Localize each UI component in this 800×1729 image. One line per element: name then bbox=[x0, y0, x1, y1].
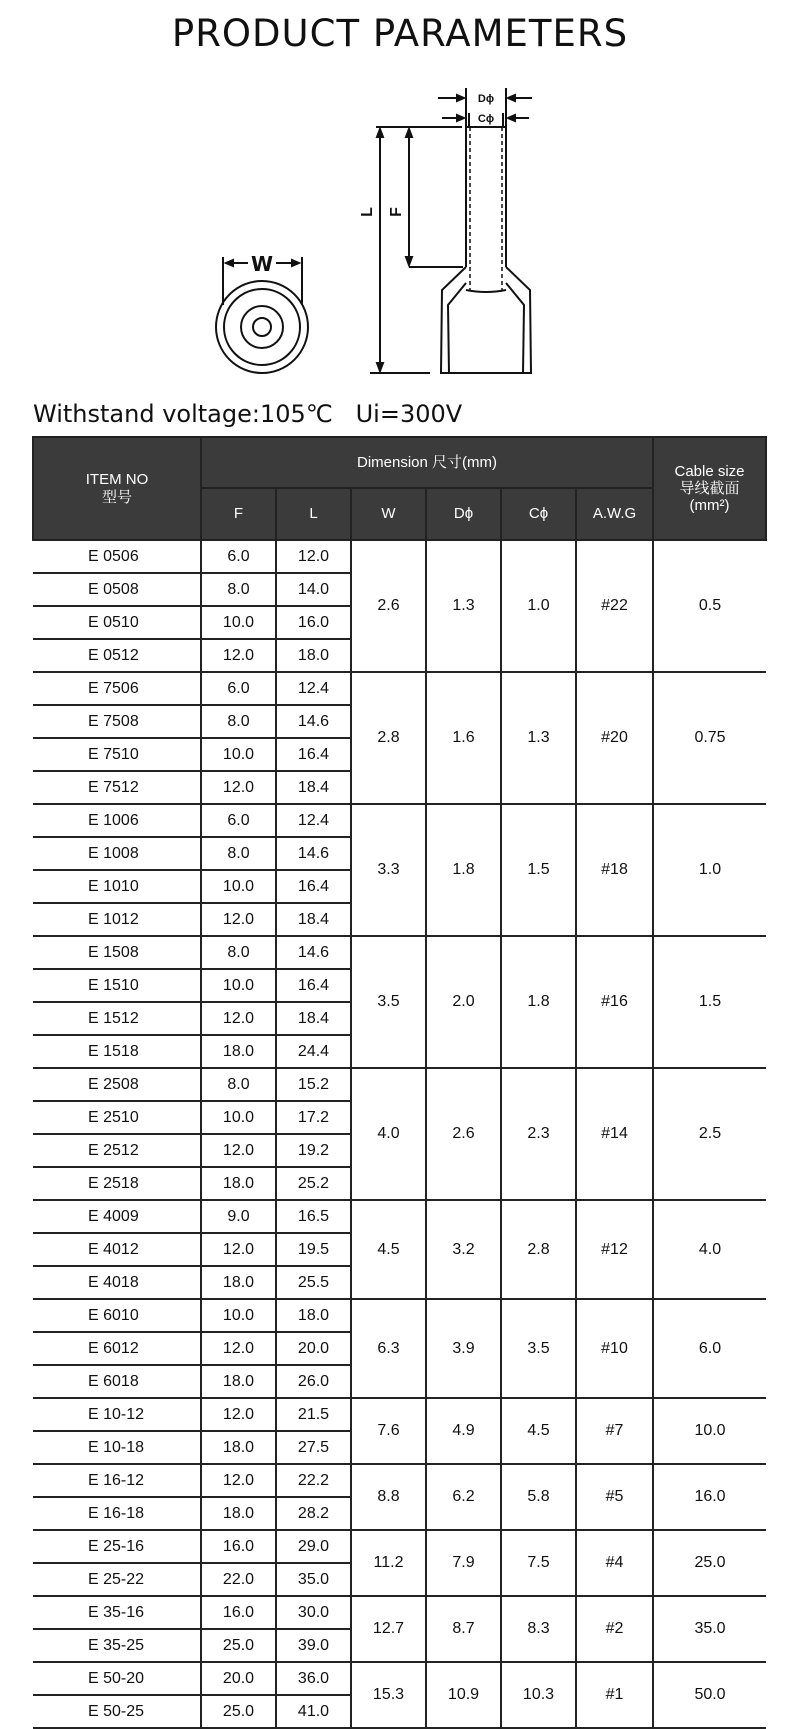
f-cell: 10.0 bbox=[201, 969, 276, 1002]
l-cell: 39.0 bbox=[276, 1629, 351, 1662]
l-cell: 25.2 bbox=[276, 1167, 351, 1200]
l-cell: 24.4 bbox=[276, 1035, 351, 1068]
item-no-cell: E 1518 bbox=[33, 1035, 201, 1068]
l-cell: 29.0 bbox=[276, 1530, 351, 1563]
table-row bbox=[33, 1299, 766, 1332]
d-cell: 2.6 bbox=[426, 1068, 501, 1200]
d-cell: 1.3 bbox=[426, 540, 501, 672]
item-no-cell: E 2510 bbox=[33, 1101, 201, 1134]
item-no-cell: E 25-22 bbox=[33, 1563, 201, 1596]
parameters-table bbox=[32, 436, 767, 1729]
header-item-no bbox=[33, 437, 201, 540]
d-cell: 10.9 bbox=[426, 1662, 501, 1728]
l-cell: 41.0 bbox=[276, 1695, 351, 1728]
w-cell: 2.6 bbox=[351, 540, 426, 672]
header-c: Cϕ bbox=[501, 488, 576, 540]
f-cell: 8.0 bbox=[201, 705, 276, 738]
item-no-cell: E 6018 bbox=[33, 1365, 201, 1398]
item-no-cell: E 1008 bbox=[33, 837, 201, 870]
w-cell: 4.5 bbox=[351, 1200, 426, 1299]
w-cell: 8.8 bbox=[351, 1464, 426, 1530]
awg-cell: #18 bbox=[576, 804, 653, 936]
item-no-cell: E 35-16 bbox=[33, 1596, 201, 1629]
c-cell: 5.8 bbox=[501, 1464, 576, 1530]
table-row bbox=[33, 1200, 766, 1233]
f-cell: 20.0 bbox=[201, 1662, 276, 1695]
w-cell: 15.3 bbox=[351, 1662, 426, 1728]
c-cell: 2.8 bbox=[501, 1200, 576, 1299]
d-cell: 3.2 bbox=[426, 1200, 501, 1299]
ferrule-end-view bbox=[216, 252, 308, 373]
table-row bbox=[33, 804, 766, 837]
awg-cell: #22 bbox=[576, 540, 653, 672]
header-cable-size-cn: 导线截面 bbox=[679, 479, 740, 497]
l-cell: 18.4 bbox=[276, 903, 351, 936]
l-cell: 26.0 bbox=[276, 1365, 351, 1398]
item-no-cell: E 7510 bbox=[33, 738, 201, 771]
w-cell: 11.2 bbox=[351, 1530, 426, 1596]
f-cell: 25.0 bbox=[201, 1629, 276, 1662]
f-cell: 6.0 bbox=[201, 672, 276, 705]
c-cell: 4.5 bbox=[501, 1398, 576, 1464]
cable-size-cell: 0.5 bbox=[653, 540, 766, 672]
item-no-cell: E 1508 bbox=[33, 936, 201, 969]
f-cell: 16.0 bbox=[201, 1596, 276, 1629]
f-cell: 10.0 bbox=[201, 1299, 276, 1332]
page-title: PRODUCT PARAMETERS bbox=[171, 12, 629, 55]
l-cell: 19.5 bbox=[276, 1233, 351, 1266]
item-no-cell: E 16-18 bbox=[33, 1497, 201, 1530]
f-cell: 18.0 bbox=[201, 1035, 276, 1068]
w-cell: 7.6 bbox=[351, 1398, 426, 1464]
f-cell: 18.0 bbox=[201, 1497, 276, 1530]
f-cell: 16.0 bbox=[201, 1530, 276, 1563]
c-cell: 10.3 bbox=[501, 1662, 576, 1728]
table-row bbox=[33, 672, 766, 705]
cable-size-cell: 4.0 bbox=[653, 1200, 766, 1299]
l-cell: 18.4 bbox=[276, 1002, 351, 1035]
item-no-cell: E 16-12 bbox=[33, 1464, 201, 1497]
cable-size-cell: 10.0 bbox=[653, 1398, 766, 1464]
awg-cell: #7 bbox=[576, 1398, 653, 1464]
l-cell: 18.0 bbox=[276, 1299, 351, 1332]
l-cell: 16.4 bbox=[276, 969, 351, 1002]
l-cell: 25.5 bbox=[276, 1266, 351, 1299]
ferrule-side-view bbox=[359, 88, 532, 373]
f-cell: 10.0 bbox=[201, 870, 276, 903]
w-cell: 6.3 bbox=[351, 1299, 426, 1398]
table-row bbox=[33, 1398, 766, 1431]
c-cell: 1.8 bbox=[501, 936, 576, 1068]
awg-cell: #12 bbox=[576, 1200, 653, 1299]
l-cell: 14.6 bbox=[276, 705, 351, 738]
c-cell: 1.3 bbox=[501, 672, 576, 804]
f-cell: 12.0 bbox=[201, 771, 276, 804]
d-label: Dϕ bbox=[477, 93, 495, 105]
cable-size-cell: 35.0 bbox=[653, 1596, 766, 1662]
l-cell: 17.2 bbox=[276, 1101, 351, 1134]
header-d: Dϕ bbox=[426, 488, 501, 540]
header-l: L bbox=[276, 488, 351, 540]
f-cell: 18.0 bbox=[201, 1431, 276, 1464]
l-cell: 19.2 bbox=[276, 1134, 351, 1167]
cable-size-cell: 50.0 bbox=[653, 1662, 766, 1728]
w-cell: 12.7 bbox=[351, 1596, 426, 1662]
item-no-cell: E 2512 bbox=[33, 1134, 201, 1167]
f-cell: 8.0 bbox=[201, 936, 276, 969]
item-no-cell: E 50-25 bbox=[33, 1695, 201, 1728]
header-w: W bbox=[351, 488, 426, 540]
l-cell: 14.0 bbox=[276, 573, 351, 606]
f-cell: 12.0 bbox=[201, 1134, 276, 1167]
f-cell: 8.0 bbox=[201, 1068, 276, 1101]
l-cell: 12.0 bbox=[276, 540, 351, 573]
item-no-cell: E 4018 bbox=[33, 1266, 201, 1299]
l-cell: 14.6 bbox=[276, 837, 351, 870]
item-no-cell: E 1006 bbox=[33, 804, 201, 837]
f-cell: 18.0 bbox=[201, 1365, 276, 1398]
d-cell: 1.8 bbox=[426, 804, 501, 936]
cable-size-cell: 25.0 bbox=[653, 1530, 766, 1596]
l-cell: 16.4 bbox=[276, 870, 351, 903]
c-cell: 1.5 bbox=[501, 804, 576, 936]
f-cell: 10.0 bbox=[201, 738, 276, 771]
awg-cell: #5 bbox=[576, 1464, 653, 1530]
cable-size-cell: 16.0 bbox=[653, 1464, 766, 1530]
f-cell: 22.0 bbox=[201, 1563, 276, 1596]
awg-cell: #2 bbox=[576, 1596, 653, 1662]
header-item-no-cn: 型号 bbox=[101, 488, 132, 506]
item-no-cell: E 0508 bbox=[33, 573, 201, 606]
item-no-cell: E 0510 bbox=[33, 606, 201, 639]
table-row bbox=[33, 540, 766, 573]
l-cell: 27.5 bbox=[276, 1431, 351, 1464]
header-cable-size-label: Cable size bbox=[674, 462, 745, 480]
item-no-cell: E 2518 bbox=[33, 1167, 201, 1200]
item-no-cell: E 4012 bbox=[33, 1233, 201, 1266]
d-cell: 1.6 bbox=[426, 672, 501, 804]
header-f: F bbox=[201, 488, 276, 540]
header-item-no-label: ITEM NO bbox=[85, 471, 149, 489]
cable-size-cell: 6.0 bbox=[653, 1299, 766, 1398]
f-cell: 18.0 bbox=[201, 1167, 276, 1200]
d-cell: 2.0 bbox=[426, 936, 501, 1068]
table-row bbox=[33, 1662, 766, 1695]
item-no-cell: E 0506 bbox=[33, 540, 201, 573]
awg-cell: #14 bbox=[576, 1068, 653, 1200]
c-cell: 8.3 bbox=[501, 1596, 576, 1662]
header-dimension: Dimension 尺寸(mm) bbox=[201, 437, 653, 488]
cable-size-cell: 1.0 bbox=[653, 804, 766, 936]
l-cell: 14.6 bbox=[276, 936, 351, 969]
table-row bbox=[33, 1596, 766, 1629]
l-cell: 36.0 bbox=[276, 1662, 351, 1695]
item-no-cell: E 7512 bbox=[33, 771, 201, 804]
f-cell: 12.0 bbox=[201, 1332, 276, 1365]
voltage-note: Withstand voltage:105℃ Ui=300V bbox=[33, 400, 463, 428]
l-cell: 22.2 bbox=[276, 1464, 351, 1497]
cable-size-cell: 0.75 bbox=[653, 672, 766, 804]
l-cell: 12.4 bbox=[276, 672, 351, 705]
d-cell: 3.9 bbox=[426, 1299, 501, 1398]
awg-cell: #1 bbox=[576, 1662, 653, 1728]
d-cell: 4.9 bbox=[426, 1398, 501, 1464]
l-cell: 28.2 bbox=[276, 1497, 351, 1530]
f-cell: 12.0 bbox=[201, 639, 276, 672]
ferrule-diagram bbox=[0, 0, 800, 400]
f-cell: 12.0 bbox=[201, 1233, 276, 1266]
f-cell: 10.0 bbox=[201, 606, 276, 639]
f-cell: 25.0 bbox=[201, 1695, 276, 1728]
l-cell: 18.0 bbox=[276, 639, 351, 672]
f-cell: 8.0 bbox=[201, 837, 276, 870]
item-no-cell: E 10-12 bbox=[33, 1398, 201, 1431]
item-no-cell: E 1512 bbox=[33, 1002, 201, 1035]
l-cell: 15.2 bbox=[276, 1068, 351, 1101]
l-cell: 20.0 bbox=[276, 1332, 351, 1365]
item-no-cell: E 1010 bbox=[33, 870, 201, 903]
w-label: W bbox=[250, 252, 274, 276]
l-cell: 16.0 bbox=[276, 606, 351, 639]
l-cell: 21.5 bbox=[276, 1398, 351, 1431]
c-cell: 7.5 bbox=[501, 1530, 576, 1596]
awg-cell: #20 bbox=[576, 672, 653, 804]
w-cell: 3.5 bbox=[351, 936, 426, 1068]
header-cable-size bbox=[653, 437, 766, 540]
cable-size-cell: 1.5 bbox=[653, 936, 766, 1068]
item-no-cell: E 7508 bbox=[33, 705, 201, 738]
w-cell: 4.0 bbox=[351, 1068, 426, 1200]
item-no-cell: E 4009 bbox=[33, 1200, 201, 1233]
f-cell: 10.0 bbox=[201, 1101, 276, 1134]
table-row bbox=[33, 1068, 766, 1101]
table-row bbox=[33, 936, 766, 969]
header-awg: A.W.G bbox=[576, 488, 653, 540]
d-cell: 6.2 bbox=[426, 1464, 501, 1530]
d-cell: 8.7 bbox=[426, 1596, 501, 1662]
header-cable-unit: (mm²) bbox=[689, 497, 730, 515]
table-row bbox=[33, 1530, 766, 1563]
item-no-cell: E 7506 bbox=[33, 672, 201, 705]
c-cell: 3.5 bbox=[501, 1299, 576, 1398]
table-body bbox=[33, 540, 766, 1728]
f-cell: 9.0 bbox=[201, 1200, 276, 1233]
item-no-cell: E 25-16 bbox=[33, 1530, 201, 1563]
c-cell: 1.0 bbox=[501, 540, 576, 672]
w-cell: 2.8 bbox=[351, 672, 426, 804]
item-no-cell: E 2508 bbox=[33, 1068, 201, 1101]
f-cell: 18.0 bbox=[201, 1266, 276, 1299]
awg-cell: #16 bbox=[576, 936, 653, 1068]
f-cell: 6.0 bbox=[201, 540, 276, 573]
f-cell: 12.0 bbox=[201, 1398, 276, 1431]
c-cell: 2.3 bbox=[501, 1068, 576, 1200]
awg-cell: #10 bbox=[576, 1299, 653, 1398]
f-cell: 6.0 bbox=[201, 804, 276, 837]
table-row bbox=[33, 1464, 766, 1497]
l-cell: 30.0 bbox=[276, 1596, 351, 1629]
item-no-cell: E 0512 bbox=[33, 639, 201, 672]
d-cell: 7.9 bbox=[426, 1530, 501, 1596]
l-cell: 12.4 bbox=[276, 804, 351, 837]
f-cell: 12.0 bbox=[201, 1464, 276, 1497]
l-cell: 35.0 bbox=[276, 1563, 351, 1596]
item-no-cell: E 1012 bbox=[33, 903, 201, 936]
c-label: Cϕ bbox=[477, 113, 495, 125]
cable-size-cell: 2.5 bbox=[653, 1068, 766, 1200]
l-cell: 16.5 bbox=[276, 1200, 351, 1233]
f-cell: 12.0 bbox=[201, 1002, 276, 1035]
w-cell: 3.3 bbox=[351, 804, 426, 936]
f-cell: 12.0 bbox=[201, 903, 276, 936]
l-cell: 18.4 bbox=[276, 771, 351, 804]
f-cell: 8.0 bbox=[201, 573, 276, 606]
l-cell: 16.4 bbox=[276, 738, 351, 771]
item-no-cell: E 6012 bbox=[33, 1332, 201, 1365]
item-no-cell: E 1510 bbox=[33, 969, 201, 1002]
awg-cell: #4 bbox=[576, 1530, 653, 1596]
item-no-cell: E 10-18 bbox=[33, 1431, 201, 1464]
item-no-cell: E 6010 bbox=[33, 1299, 201, 1332]
item-no-cell: E 50-20 bbox=[33, 1662, 201, 1695]
f-label: F bbox=[388, 207, 405, 217]
item-no-cell: E 35-25 bbox=[33, 1629, 201, 1662]
l-label: L bbox=[359, 207, 376, 217]
